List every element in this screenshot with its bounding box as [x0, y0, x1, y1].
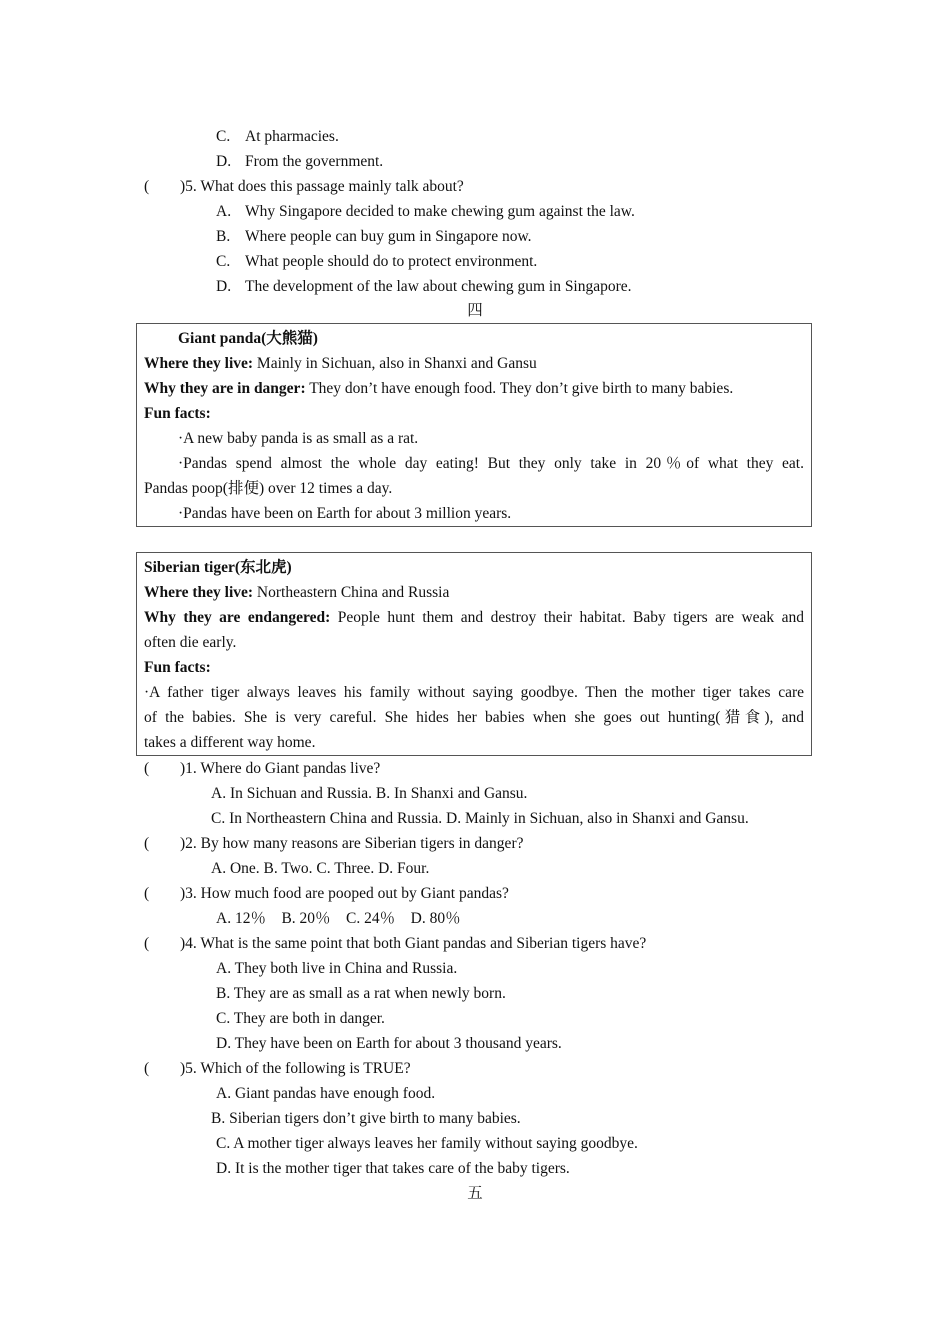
- prev-q5-option-b: B. Where people can buy gum in Singapore now.: [216, 228, 532, 245]
- question-1: ( )1. Where do Giant pandas live?: [144, 760, 381, 777]
- prev-question-5: ( )5. What does this passage mainly talk about?: [144, 178, 464, 195]
- question-5-option-c: C. A mother tiger always leaves her family without saying goodbye.: [216, 1135, 638, 1152]
- panda-fact-3: ·Pandas have been on Earth for about 3 million years.: [178, 505, 512, 522]
- question-3: ( )3. How much food are pooped out by Giant pandas?: [144, 885, 509, 902]
- question-4-option-c: C. They are both in danger.: [216, 1010, 385, 1027]
- prev-q5-option-c: C. What people should do to protect environment.: [216, 253, 538, 270]
- question-3-options: A. 12％ B. 20％ C. 24％ D. 80％: [216, 910, 461, 927]
- panda-fact-1: ·A new baby panda is as small as a rat.: [178, 430, 419, 447]
- panda-fact-2-line-1: ·Pandas spend almost the whole day eating! But they only take in 20％of what they eat.: [178, 455, 804, 472]
- question-5-option-b: B. Siberian tigers don’t give birth to many babies.: [211, 1110, 521, 1127]
- prev-q5-option-a: A. Why Singapore decided to make chewing gum against the law.: [216, 203, 635, 220]
- option-d-prev: D. From the government.: [216, 153, 384, 170]
- option-c-prev: C. At pharmacies.: [216, 128, 339, 145]
- tiger-title: Siberian tiger(东北虎): [144, 559, 292, 576]
- question-4-option-a: A. They both live in China and Russia.: [216, 960, 458, 977]
- tiger-why-line-1: Why they are endangered: People hunt them and destroy their habitat. Baby tigers are weak and: [144, 609, 804, 626]
- tiger-why-line-2: often die early.: [144, 634, 237, 651]
- panda-fact-2-line-2: Pandas poop(排便) over 12 times a day.: [144, 480, 393, 497]
- panda-fun-label: Fun facts:: [144, 405, 211, 422]
- question-4: ( )4. What is the same point that both Giant pandas and Siberian tigers have?: [144, 935, 647, 952]
- section-five-heading: 五: [467, 1185, 483, 1202]
- panda-why: Why they are in danger: They don’t have enough food. They don’t give birth to many babies.: [144, 380, 734, 397]
- section-four-heading: 四: [467, 302, 483, 319]
- tiger-fact-line-2: of the babies. She is very careful. She hides her babies when she goes out hunting(猎食), and: [144, 709, 804, 726]
- question-5-option-a: A. Giant pandas have enough food.: [216, 1085, 436, 1102]
- question-1-options-line-1: A. In Sichuan and Russia. B. In Shanxi and Gansu.: [211, 785, 528, 802]
- tiger-info-box: [136, 552, 812, 756]
- panda-where: Where they live: Mainly in Sichuan, also in Shanxi and Gansu: [144, 355, 537, 372]
- question-2-options: A. One. B. Two. C. Three. D. Four.: [211, 860, 430, 877]
- prev-q5-option-d: D. The development of the law about chewing gum in Singapore.: [216, 278, 632, 295]
- question-5-option-d: D. It is the mother tiger that takes care of the baby tigers.: [216, 1160, 570, 1177]
- tiger-fact-line-1: ·A father tiger always leaves his family without saying goodbye. Then the mother tiger takes care: [144, 684, 804, 701]
- question-1-options-line-2: C. In Northeastern China and Russia. D. Mainly in Sichuan, also in Shanxi and Gansu.: [211, 810, 749, 827]
- question-2: ( )2. By how many reasons are Siberian tigers in danger?: [144, 835, 524, 852]
- question-4-option-d: D. They have been on Earth for about 3 thousand years.: [216, 1035, 562, 1052]
- tiger-fun-label: Fun facts:: [144, 659, 211, 676]
- panda-info-box: [136, 323, 812, 527]
- question-4-option-b: B. They are as small as a rat when newly born.: [216, 985, 506, 1002]
- question-5: ( )5. Which of the following is TRUE?: [144, 1060, 411, 1077]
- panda-title: Giant panda(大熊猫): [178, 330, 318, 347]
- tiger-fact-line-3: takes a different way home.: [144, 734, 316, 751]
- tiger-where: Where they live: Northeastern China and Russia: [144, 584, 450, 601]
